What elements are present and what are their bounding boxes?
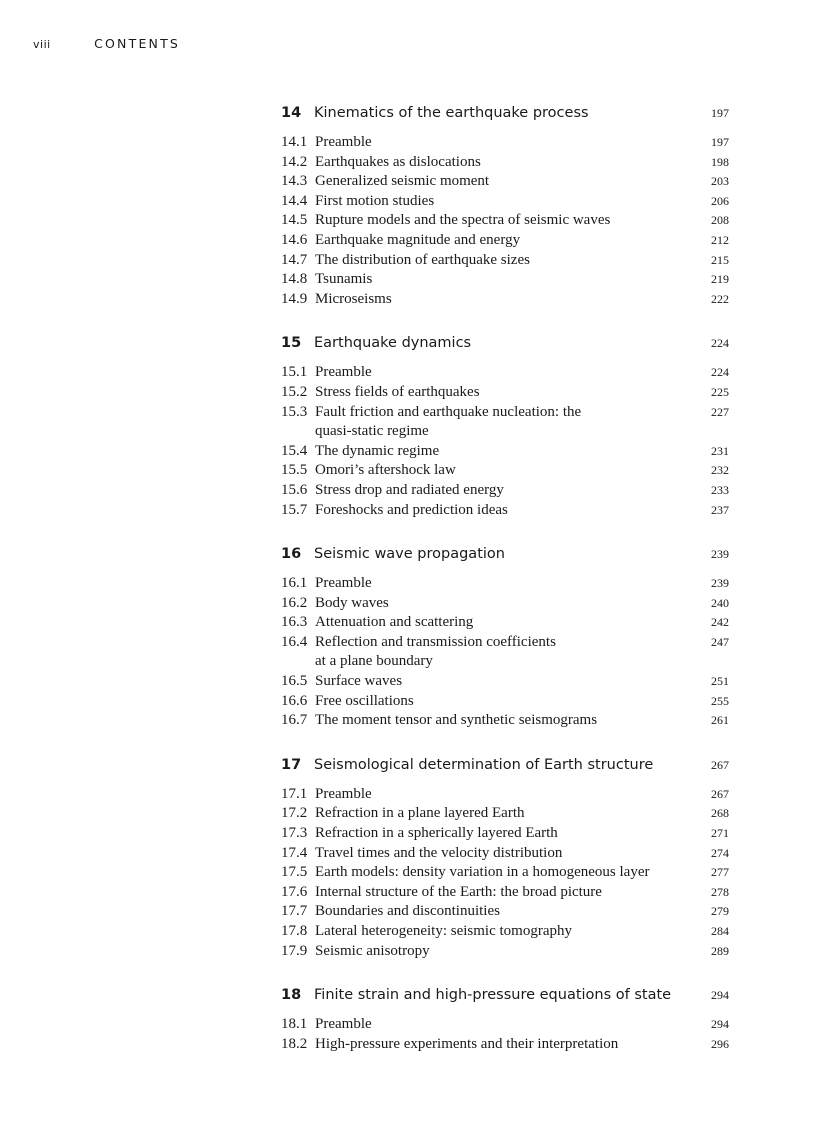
chapter-title: Seismic wave propagation xyxy=(314,546,505,563)
section-entry[interactable] xyxy=(281,383,729,403)
section-number: 15.3 xyxy=(281,403,308,420)
section-number: 16.3 xyxy=(281,614,308,631)
section-number: 15.1 xyxy=(281,364,308,381)
chapter-title: Finite strain and high-pressure equations of state xyxy=(314,987,672,1004)
chapter-heading[interactable] xyxy=(281,546,729,568)
section-title-line: Earthquakes as dislocations xyxy=(315,153,481,170)
section-page-number: 294 xyxy=(711,1017,729,1032)
section-title xyxy=(315,672,689,692)
section-entry[interactable] xyxy=(281,672,729,692)
section-page-number: 206 xyxy=(711,193,729,208)
section-page-number: 261 xyxy=(711,713,729,728)
section-entry[interactable] xyxy=(281,270,729,290)
section-page-number: 233 xyxy=(711,482,729,497)
section-title-line: Reflection and transmission coefficients xyxy=(315,633,556,650)
chapter-number: 18 xyxy=(281,987,302,1004)
section-entry[interactable] xyxy=(281,251,729,271)
section-page-number: 296 xyxy=(711,1036,729,1051)
section-entry[interactable] xyxy=(281,594,729,614)
section-title xyxy=(315,594,689,614)
section-page-number: 215 xyxy=(711,252,729,267)
section-number: 14.3 xyxy=(281,173,308,190)
section-entry[interactable] xyxy=(281,574,729,594)
section-number: 15.4 xyxy=(281,442,308,459)
section-number: 14.5 xyxy=(281,212,308,229)
section-title xyxy=(315,883,689,903)
section-number: 14.6 xyxy=(281,231,308,248)
section-title-line: Travel times and the velocity distribution xyxy=(315,844,563,861)
section-page-number: 284 xyxy=(711,924,729,938)
section-entry[interactable] xyxy=(281,211,729,231)
section-number: 18.2 xyxy=(281,1035,308,1052)
section-title xyxy=(315,270,689,290)
section-title-line: Lateral heterogeneity: seismic tomography xyxy=(315,923,572,939)
section-title-line: Preamble xyxy=(315,785,372,802)
section-title-line: First motion studies xyxy=(315,192,435,209)
section-title-line: Rupture models and the spectra of seismic waves xyxy=(315,212,611,229)
section-title xyxy=(315,383,689,403)
section-title-line: Refraction in a plane layered Earth xyxy=(315,805,525,822)
chapter-block xyxy=(281,546,729,731)
section-title xyxy=(315,574,689,594)
section-page-number: 279 xyxy=(711,904,729,919)
section-title xyxy=(315,290,689,310)
section-page-number: 247 xyxy=(711,634,729,649)
chapter-block xyxy=(281,105,729,309)
section-page-number: 239 xyxy=(711,576,729,591)
section-page-number: 289 xyxy=(711,943,729,958)
section-title xyxy=(315,942,689,962)
section-title-line: Stress fields of earthquakes xyxy=(315,383,480,400)
chapter-title: Earthquake dynamics xyxy=(314,335,472,352)
section-title xyxy=(315,692,689,712)
section-title xyxy=(315,231,689,251)
section-title xyxy=(315,633,689,672)
section-title-line: Earth models: density variation in a homogeneous layer xyxy=(315,864,650,881)
section-page-number: 212 xyxy=(711,232,729,247)
section-page-number: 267 xyxy=(711,786,729,801)
chapter-block xyxy=(281,987,729,1054)
section-title-line: High-pressure experiments and their interpretation xyxy=(315,1035,619,1052)
section-title-line: Attenuation and scattering xyxy=(315,614,474,631)
section-entry[interactable] xyxy=(281,363,729,383)
section-number: 17.9 xyxy=(281,942,308,959)
section-title xyxy=(315,403,689,442)
section-title-line: The distribution of earthquake sizes xyxy=(315,251,530,268)
section-entry[interactable] xyxy=(281,824,729,844)
section-entry[interactable] xyxy=(281,785,729,805)
chapter-page-number: 197 xyxy=(711,106,729,120)
chapter-heading[interactable] xyxy=(281,105,729,127)
section-page-number: 232 xyxy=(711,463,729,478)
section-number: 16.6 xyxy=(281,692,308,709)
section-entry[interactable] xyxy=(281,1015,729,1035)
section-page-number: 255 xyxy=(711,693,729,708)
section-title xyxy=(315,442,689,462)
section-entry[interactable] xyxy=(281,922,729,942)
section-title-line: Stress drop and radiated energy xyxy=(315,481,504,498)
section-title-line: The moment tensor and synthetic seismograms xyxy=(315,712,598,729)
section-title xyxy=(315,501,689,521)
section-title xyxy=(315,863,689,883)
section-page-number: 219 xyxy=(711,272,729,287)
section-title xyxy=(315,922,689,942)
section-entry[interactable] xyxy=(281,192,729,212)
section-title xyxy=(315,711,689,731)
chapter-number: 14 xyxy=(281,105,302,121)
section-title xyxy=(315,153,689,173)
section-title-line: Earthquake magnitude and energy xyxy=(315,231,521,248)
section-page-number: 240 xyxy=(711,595,729,610)
section-title xyxy=(315,785,689,805)
section-number: 16.7 xyxy=(281,712,308,729)
section-number: 14.4 xyxy=(281,192,308,209)
section-title xyxy=(315,461,689,481)
section-entry[interactable] xyxy=(281,1035,729,1055)
section-page-number: 251 xyxy=(711,674,729,689)
section-number: 15.2 xyxy=(281,383,308,400)
section-title-line: at a plane boundary xyxy=(315,653,433,670)
section-entry[interactable] xyxy=(281,403,729,442)
section-entry[interactable] xyxy=(281,804,729,824)
section-title xyxy=(315,133,689,153)
section-number: 15.7 xyxy=(281,501,308,518)
section-entry[interactable] xyxy=(281,942,729,962)
section-title-line: Microseisms xyxy=(315,290,392,307)
section-page-number: 203 xyxy=(711,174,729,189)
section-title-line: Fault friction and earthquake nucleation: the xyxy=(315,403,582,420)
section-entry[interactable] xyxy=(281,501,729,521)
chapter-number: 16 xyxy=(281,546,302,563)
section-title-line: Boundaries and discontinuities xyxy=(315,903,500,920)
section-number: 17.5 xyxy=(281,864,308,881)
section-entry[interactable] xyxy=(281,844,729,864)
section-entry[interactable] xyxy=(281,633,729,672)
section-page-number: 197 xyxy=(711,135,729,149)
page-folio: viii xyxy=(33,38,51,51)
section-title-line: Preamble xyxy=(315,575,372,592)
section-title-line: The dynamic regime xyxy=(315,442,440,459)
chapter-number: 17 xyxy=(281,756,302,773)
section-title xyxy=(315,844,689,864)
chapter-title: Kinematics of the earthquake process xyxy=(314,105,589,121)
section-entry[interactable] xyxy=(281,902,729,922)
section-title xyxy=(315,192,689,212)
section-title xyxy=(315,824,689,844)
section-title-line: Free oscillations xyxy=(315,692,414,709)
section-title-line: Preamble xyxy=(315,1016,372,1033)
chapter-title: Seismological determination of Earth structure xyxy=(314,756,654,773)
section-entry[interactable] xyxy=(281,153,729,173)
section-page-number: 242 xyxy=(711,615,729,630)
section-page-number: 278 xyxy=(711,884,729,899)
section-number: 14.2 xyxy=(281,153,308,170)
section-page-number: 198 xyxy=(711,154,729,169)
section-title xyxy=(315,172,689,192)
section-number: 15.5 xyxy=(281,462,308,479)
section-title xyxy=(315,902,689,922)
section-number: 17.2 xyxy=(281,805,308,822)
section-title-line: quasi-static regime xyxy=(315,423,429,440)
section-number: 18.1 xyxy=(281,1016,308,1033)
section-entry[interactable] xyxy=(281,442,729,462)
section-number: 16.4 xyxy=(281,633,308,650)
running-head-title: CONTENTS xyxy=(94,36,181,51)
section-number: 16.5 xyxy=(281,673,308,690)
chapter-page-number: 267 xyxy=(711,757,729,772)
section-entry[interactable] xyxy=(281,172,729,192)
section-title xyxy=(315,1035,689,1055)
chapter-heading[interactable] xyxy=(281,335,729,357)
section-number: 17.8 xyxy=(281,923,308,939)
section-page-number: 237 xyxy=(711,502,729,517)
section-title-line: Preamble xyxy=(315,134,372,150)
section-number: 16.2 xyxy=(281,594,308,611)
section-page-number: 268 xyxy=(711,806,729,821)
section-page-number: 227 xyxy=(711,404,729,419)
section-entry[interactable] xyxy=(281,133,729,153)
chapter-block xyxy=(281,757,729,961)
section-title-line: Internal structure of the Earth: the broad picture xyxy=(315,883,602,900)
section-number: 17.4 xyxy=(281,844,308,861)
section-title-line: Preamble xyxy=(315,364,372,381)
chapter-number: 15 xyxy=(281,335,302,352)
section-title xyxy=(315,481,689,501)
section-page-number: 208 xyxy=(711,213,729,228)
section-number: 17.3 xyxy=(281,825,308,842)
section-title xyxy=(315,211,689,231)
section-number: 14.9 xyxy=(281,290,308,307)
section-title xyxy=(315,804,689,824)
section-number: 15.6 xyxy=(281,481,308,498)
section-number: 17.1 xyxy=(281,785,308,802)
section-title xyxy=(315,251,689,271)
section-entry[interactable] xyxy=(281,461,729,481)
section-number: 14.7 xyxy=(281,251,308,268)
section-number: 14.8 xyxy=(281,271,308,288)
section-title-line: Seismic anisotropy xyxy=(315,942,430,959)
section-page-number: 231 xyxy=(711,443,729,458)
section-entry[interactable] xyxy=(281,711,729,731)
section-title-line: Tsunamis xyxy=(315,271,373,288)
section-title-line: Foreshocks and prediction ideas xyxy=(315,501,508,518)
section-page-number: 271 xyxy=(711,826,729,841)
section-page-number: 277 xyxy=(711,865,729,880)
section-number: 17.6 xyxy=(281,883,308,900)
section-title xyxy=(315,613,689,633)
section-entry[interactable] xyxy=(281,231,729,251)
section-page-number: 225 xyxy=(711,384,729,399)
section-title-line: Omori’s aftershock law xyxy=(315,462,456,479)
chapter-page-number: 239 xyxy=(711,547,729,562)
table-of-contents xyxy=(281,105,729,1080)
section-entry[interactable] xyxy=(281,481,729,501)
chapter-page-number: 224 xyxy=(711,336,729,351)
section-entry[interactable] xyxy=(281,883,729,903)
running-head xyxy=(33,33,180,52)
section-page-number: 274 xyxy=(711,845,729,860)
section-number: 14.1 xyxy=(281,134,308,150)
chapter-heading[interactable] xyxy=(281,987,729,1009)
section-title-line: Generalized seismic moment xyxy=(315,173,490,190)
section-entry[interactable] xyxy=(281,613,729,633)
chapter-block xyxy=(281,335,729,520)
section-entry[interactable] xyxy=(281,863,729,883)
section-title-line: Body waves xyxy=(315,594,389,611)
section-number: 16.1 xyxy=(281,575,308,592)
section-title xyxy=(315,1015,689,1035)
section-page-number: 222 xyxy=(711,291,729,306)
section-title-line: Surface waves xyxy=(315,673,403,690)
section-number: 17.7 xyxy=(281,903,308,920)
section-title xyxy=(315,363,689,383)
section-entry[interactable] xyxy=(281,692,729,712)
section-title-line: Refraction in a spherically layered Earth xyxy=(315,825,558,842)
section-page-number: 224 xyxy=(711,365,729,380)
chapter-heading[interactable] xyxy=(281,757,729,779)
section-entry[interactable] xyxy=(281,290,729,310)
chapter-page-number: 294 xyxy=(711,988,729,1003)
